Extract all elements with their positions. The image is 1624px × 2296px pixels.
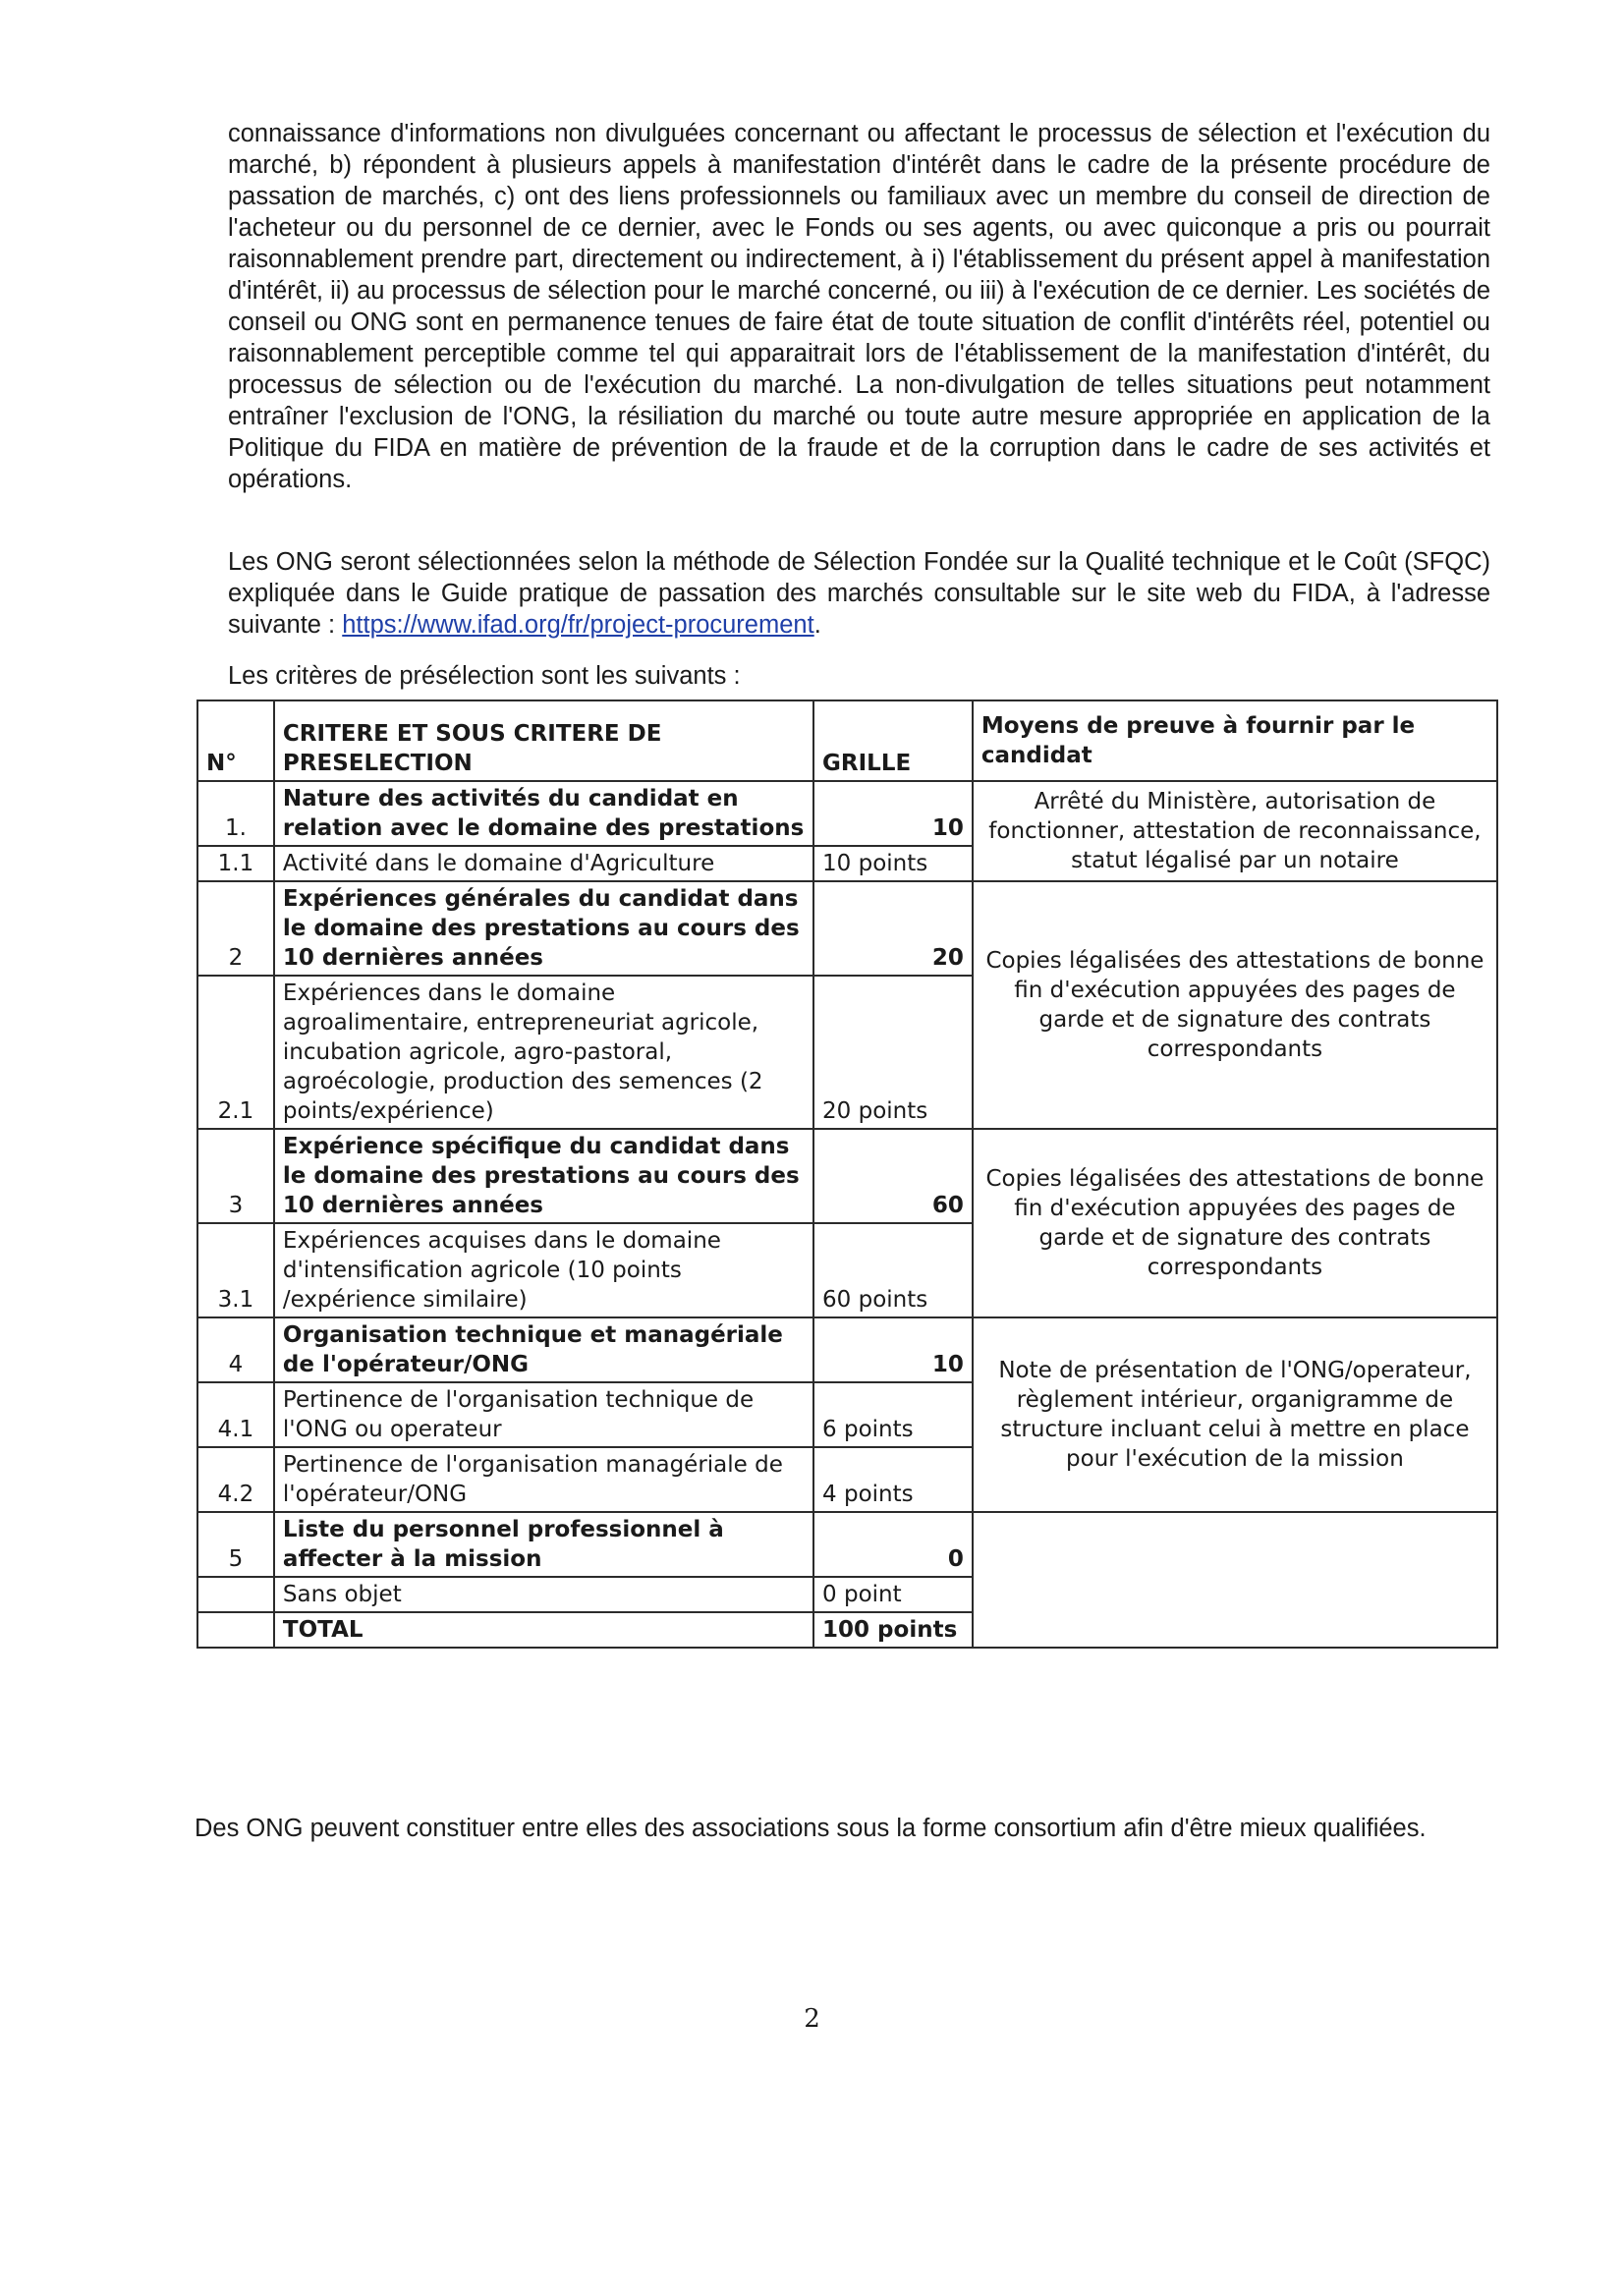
table-row — [197, 781, 1497, 846]
row-number: 4 — [197, 1317, 274, 1382]
conflict-of-interest-paragraph: connaissance d'informations non divulguées concernant ou affectant le processus de sélection et l'exécution du marché, b) répondent à plusieurs appels à manifestation d'intérêt dans le cadre de la présente procédure de passation de marchés, c) ont des liens professionnels ou familiaux avec un membre du conseil de direction de l'acheteur ou du personnel de ce dernier, avec le Fonds ou ses agents, ou avec quiconque a pris ou pourrait raisonnablement prendre part, directement ou indirectement, à i) l'établissement du présent appel à manifestation d'intérêt, ii) au processus de sélection pour le marché concerné, ou iii) à l'exécution de ce dernier. Les sociétés de conseil ou ONG sont en permanence tenues de faire état de toute situation de conflit d'intérêts réel, potentiel ou raisonnablement perceptible comme tel qui apparaitrait lors de l'établissement de la manifestation d'intérêt, du processus de sélection ou de l'exécution du marché. La non-divulgation de telles situations peut notamment entraîner l'exclusion de l'ONG, la résiliation du marché ou toute autre mesure appropriée en application de la Politique du FIDA en matière de prévention de la fraude et de la corruption dans le cadre de ses activités et opérations. — [228, 120, 1490, 493]
row-criteria: Expériences générales du candidat dans le domaine des prestations au cours des 10 dernières années — [274, 881, 813, 976]
row-proof: Copies légalisées des attestations de bonne fin d'exécution appuyées des pages de garde et de signature des contrats correspondants — [973, 1129, 1497, 1317]
table-row — [197, 1129, 1497, 1223]
selection-method-end: . — [813, 611, 821, 639]
header-number: N° — [197, 700, 274, 781]
ifad-procurement-link[interactable]: https://www.ifad.org/fr/project-procurement — [342, 611, 814, 639]
row-number: 2 — [197, 881, 274, 976]
consortium-paragraph: Des ONG peuvent constituer entre elles des associations sous la forme consortium afin d'être mieux qualifiées. — [195, 1815, 1427, 1842]
row-number: 3 — [197, 1129, 274, 1223]
row-number: 4.2 — [197, 1447, 274, 1512]
row-grid: 10 — [813, 1317, 973, 1382]
row-number: 4.1 — [197, 1382, 274, 1447]
row-grid: 60 — [813, 1129, 973, 1223]
row-grid: 4 points — [813, 1447, 973, 1512]
criteria-intro-text: Les critères de présélection sont les suivants : — [228, 662, 741, 690]
row-grid: 10 — [813, 781, 973, 846]
total-value: 100 points — [813, 1612, 973, 1648]
row-grid: 0 point — [813, 1577, 973, 1612]
row-number: 1. — [197, 781, 274, 846]
row-number: 1.1 — [197, 846, 274, 881]
row-criteria: Activité dans le domaine d'Agriculture — [274, 846, 813, 881]
row-criteria: Nature des activités du candidat en relation avec le domaine des prestations — [274, 781, 813, 846]
row-criteria: Expériences acquises dans le domaine d'intensification agricole (10 points /expérience similaire) — [274, 1223, 813, 1317]
header-proof: Moyens de preuve à fournir par le candidat — [973, 700, 1497, 781]
row-criteria: Sans objet — [274, 1577, 813, 1612]
header-grid: GRILLE — [813, 700, 973, 781]
selection-method-paragraph — [228, 546, 1490, 641]
row-grid: 60 points — [813, 1223, 973, 1317]
table-row — [197, 1317, 1497, 1382]
row-criteria: Expérience spécifique du candidat dans le domaine des prestations au cours des 10 dernières années — [274, 1129, 813, 1223]
row-grid: 6 points — [813, 1382, 973, 1447]
row-grid: 20 points — [813, 976, 973, 1129]
row-number: 3.1 — [197, 1223, 274, 1317]
table-row — [197, 881, 1497, 976]
row-number — [197, 1612, 274, 1648]
row-proof: Copies légalisées des attestations de bonne fin d'exécution appuyées des pages de garde et de signature des contrats correspondants — [973, 881, 1497, 1129]
row-proof: Arrêté du Ministère, autorisation de fonctionner, attestation de reconnaissance, statut légalisé par un notaire — [973, 781, 1497, 881]
row-proof — [973, 1512, 1497, 1648]
row-grid: 10 points — [813, 846, 973, 881]
row-criteria: Pertinence de l'organisation technique de l'ONG ou operateur — [274, 1382, 813, 1447]
header-criteria: CRITERE ET SOUS CRITERE DE PRESELECTION — [274, 700, 813, 781]
row-grid: 0 — [813, 1512, 973, 1577]
row-number: 2.1 — [197, 976, 274, 1129]
row-criteria: Organisation technique et managériale de l'opérateur/ONG — [274, 1317, 813, 1382]
preselection-criteria-table — [196, 700, 1498, 1649]
row-proof: Note de présentation de l'ONG/operateur, règlement intérieur, organigramme de structure incluant celui à mettre en place pour l'exécution de la mission — [973, 1317, 1497, 1512]
table-row — [197, 1512, 1497, 1577]
row-number: 5 — [197, 1512, 274, 1577]
total-label: TOTAL — [274, 1612, 813, 1648]
selection-method-text: Les ONG seront sélectionnées selon la méthode de Sélection Fondée sur la Qualité technique et le Coût (SFQC) expliquée dans le Guide pratique de passation des marchés consultable sur le site web du FIDA, à l'adresse suivante : — [228, 548, 1490, 639]
page-number: 2 — [804, 2004, 820, 2034]
table-header-row — [197, 700, 1497, 781]
row-grid: 20 — [813, 881, 973, 976]
row-criteria: Expériences dans le domaine agroalimentaire, entrepreneuriat agricole, incubation agricole, agro-pastoral, agroécologie, production des semences (2 points/expérience) — [274, 976, 813, 1129]
row-criteria: Pertinence de l'organisation managériale de l'opérateur/ONG — [274, 1447, 813, 1512]
row-number — [197, 1577, 274, 1612]
row-criteria: Liste du personnel professionnel à affecter à la mission — [274, 1512, 813, 1577]
